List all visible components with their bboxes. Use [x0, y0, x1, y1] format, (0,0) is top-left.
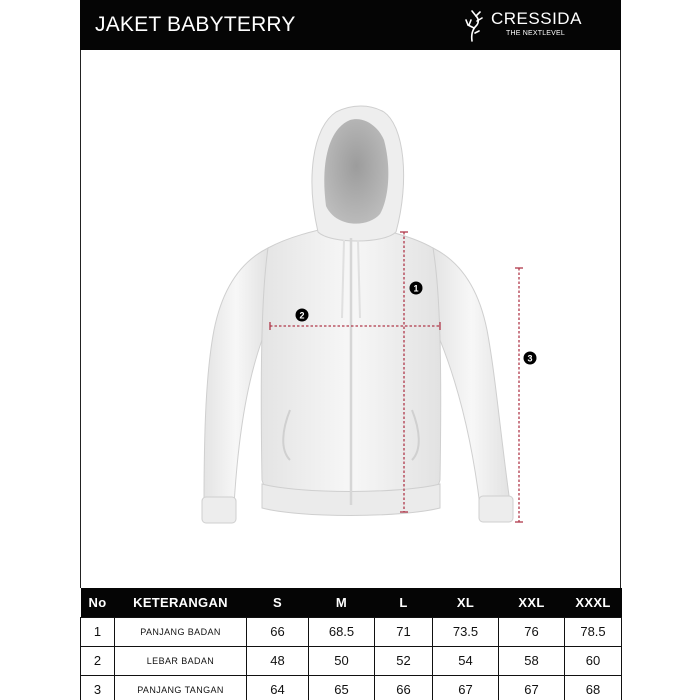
marker-1 — [410, 282, 423, 295]
marker-3 — [524, 352, 537, 365]
size-value: 64 — [247, 675, 309, 700]
size-value: 48 — [247, 646, 309, 675]
brand-tagline: THE NEXTLEVEL — [506, 30, 566, 37]
row-description: PANJANG BADAN — [115, 617, 247, 646]
svg-text:2: 2 — [299, 310, 305, 321]
size-value: 71 — [375, 617, 433, 646]
size-table — [80, 588, 622, 700]
left-cuff — [202, 497, 236, 523]
marker-2 — [296, 309, 309, 322]
size-value: 52 — [375, 646, 433, 675]
size-value: 54 — [433, 646, 499, 675]
row-number: 1 — [81, 617, 115, 646]
size-value: 73.5 — [433, 617, 499, 646]
row-description: PANJANG TANGAN — [115, 675, 247, 700]
header-size-l: L — [375, 588, 433, 617]
header-size-xxl: XXL — [499, 588, 565, 617]
svg-text:3: 3 — [527, 353, 533, 364]
header-keterangan: KETERANGAN — [115, 588, 247, 617]
brand-name: CRESSIDA — [491, 9, 582, 28]
right-cuff — [479, 496, 513, 522]
header-size-xl: XL — [433, 588, 499, 617]
size-value: 68 — [565, 675, 622, 700]
left-sleeve — [204, 248, 268, 505]
svg-text:1: 1 — [413, 283, 419, 294]
table-row — [81, 617, 622, 646]
size-value: 67 — [433, 675, 499, 700]
table-row — [81, 675, 622, 700]
row-number: 3 — [81, 675, 115, 700]
header-size-xxxl: XXXL — [565, 588, 622, 617]
size-value: 60 — [565, 646, 622, 675]
row-description: LEBAR BADAN — [115, 646, 247, 675]
size-value: 50 — [309, 646, 375, 675]
size-value: 66 — [375, 675, 433, 700]
size-value: 68.5 — [309, 617, 375, 646]
size-value: 58 — [499, 646, 565, 675]
header-size-m: M — [309, 588, 375, 617]
table-row — [81, 646, 622, 675]
row-number: 2 — [81, 646, 115, 675]
jacket-illustration — [81, 50, 620, 588]
product-title: JAKET BABYTERRY — [95, 13, 296, 36]
size-value: 67 — [499, 675, 565, 700]
table-header-row — [81, 588, 622, 617]
size-value: 66 — [247, 617, 309, 646]
header-no: No — [81, 588, 115, 617]
size-value: 78.5 — [565, 617, 622, 646]
size-value: 76 — [499, 617, 565, 646]
deer-antler-icon — [463, 8, 487, 42]
size-value: 65 — [309, 675, 375, 700]
header-bar — [80, 0, 621, 50]
right-sleeve — [433, 248, 510, 506]
size-table-container — [80, 588, 621, 700]
header-size-s: S — [247, 588, 309, 617]
brand-block — [463, 8, 603, 44]
frame-right-border — [620, 50, 621, 588]
